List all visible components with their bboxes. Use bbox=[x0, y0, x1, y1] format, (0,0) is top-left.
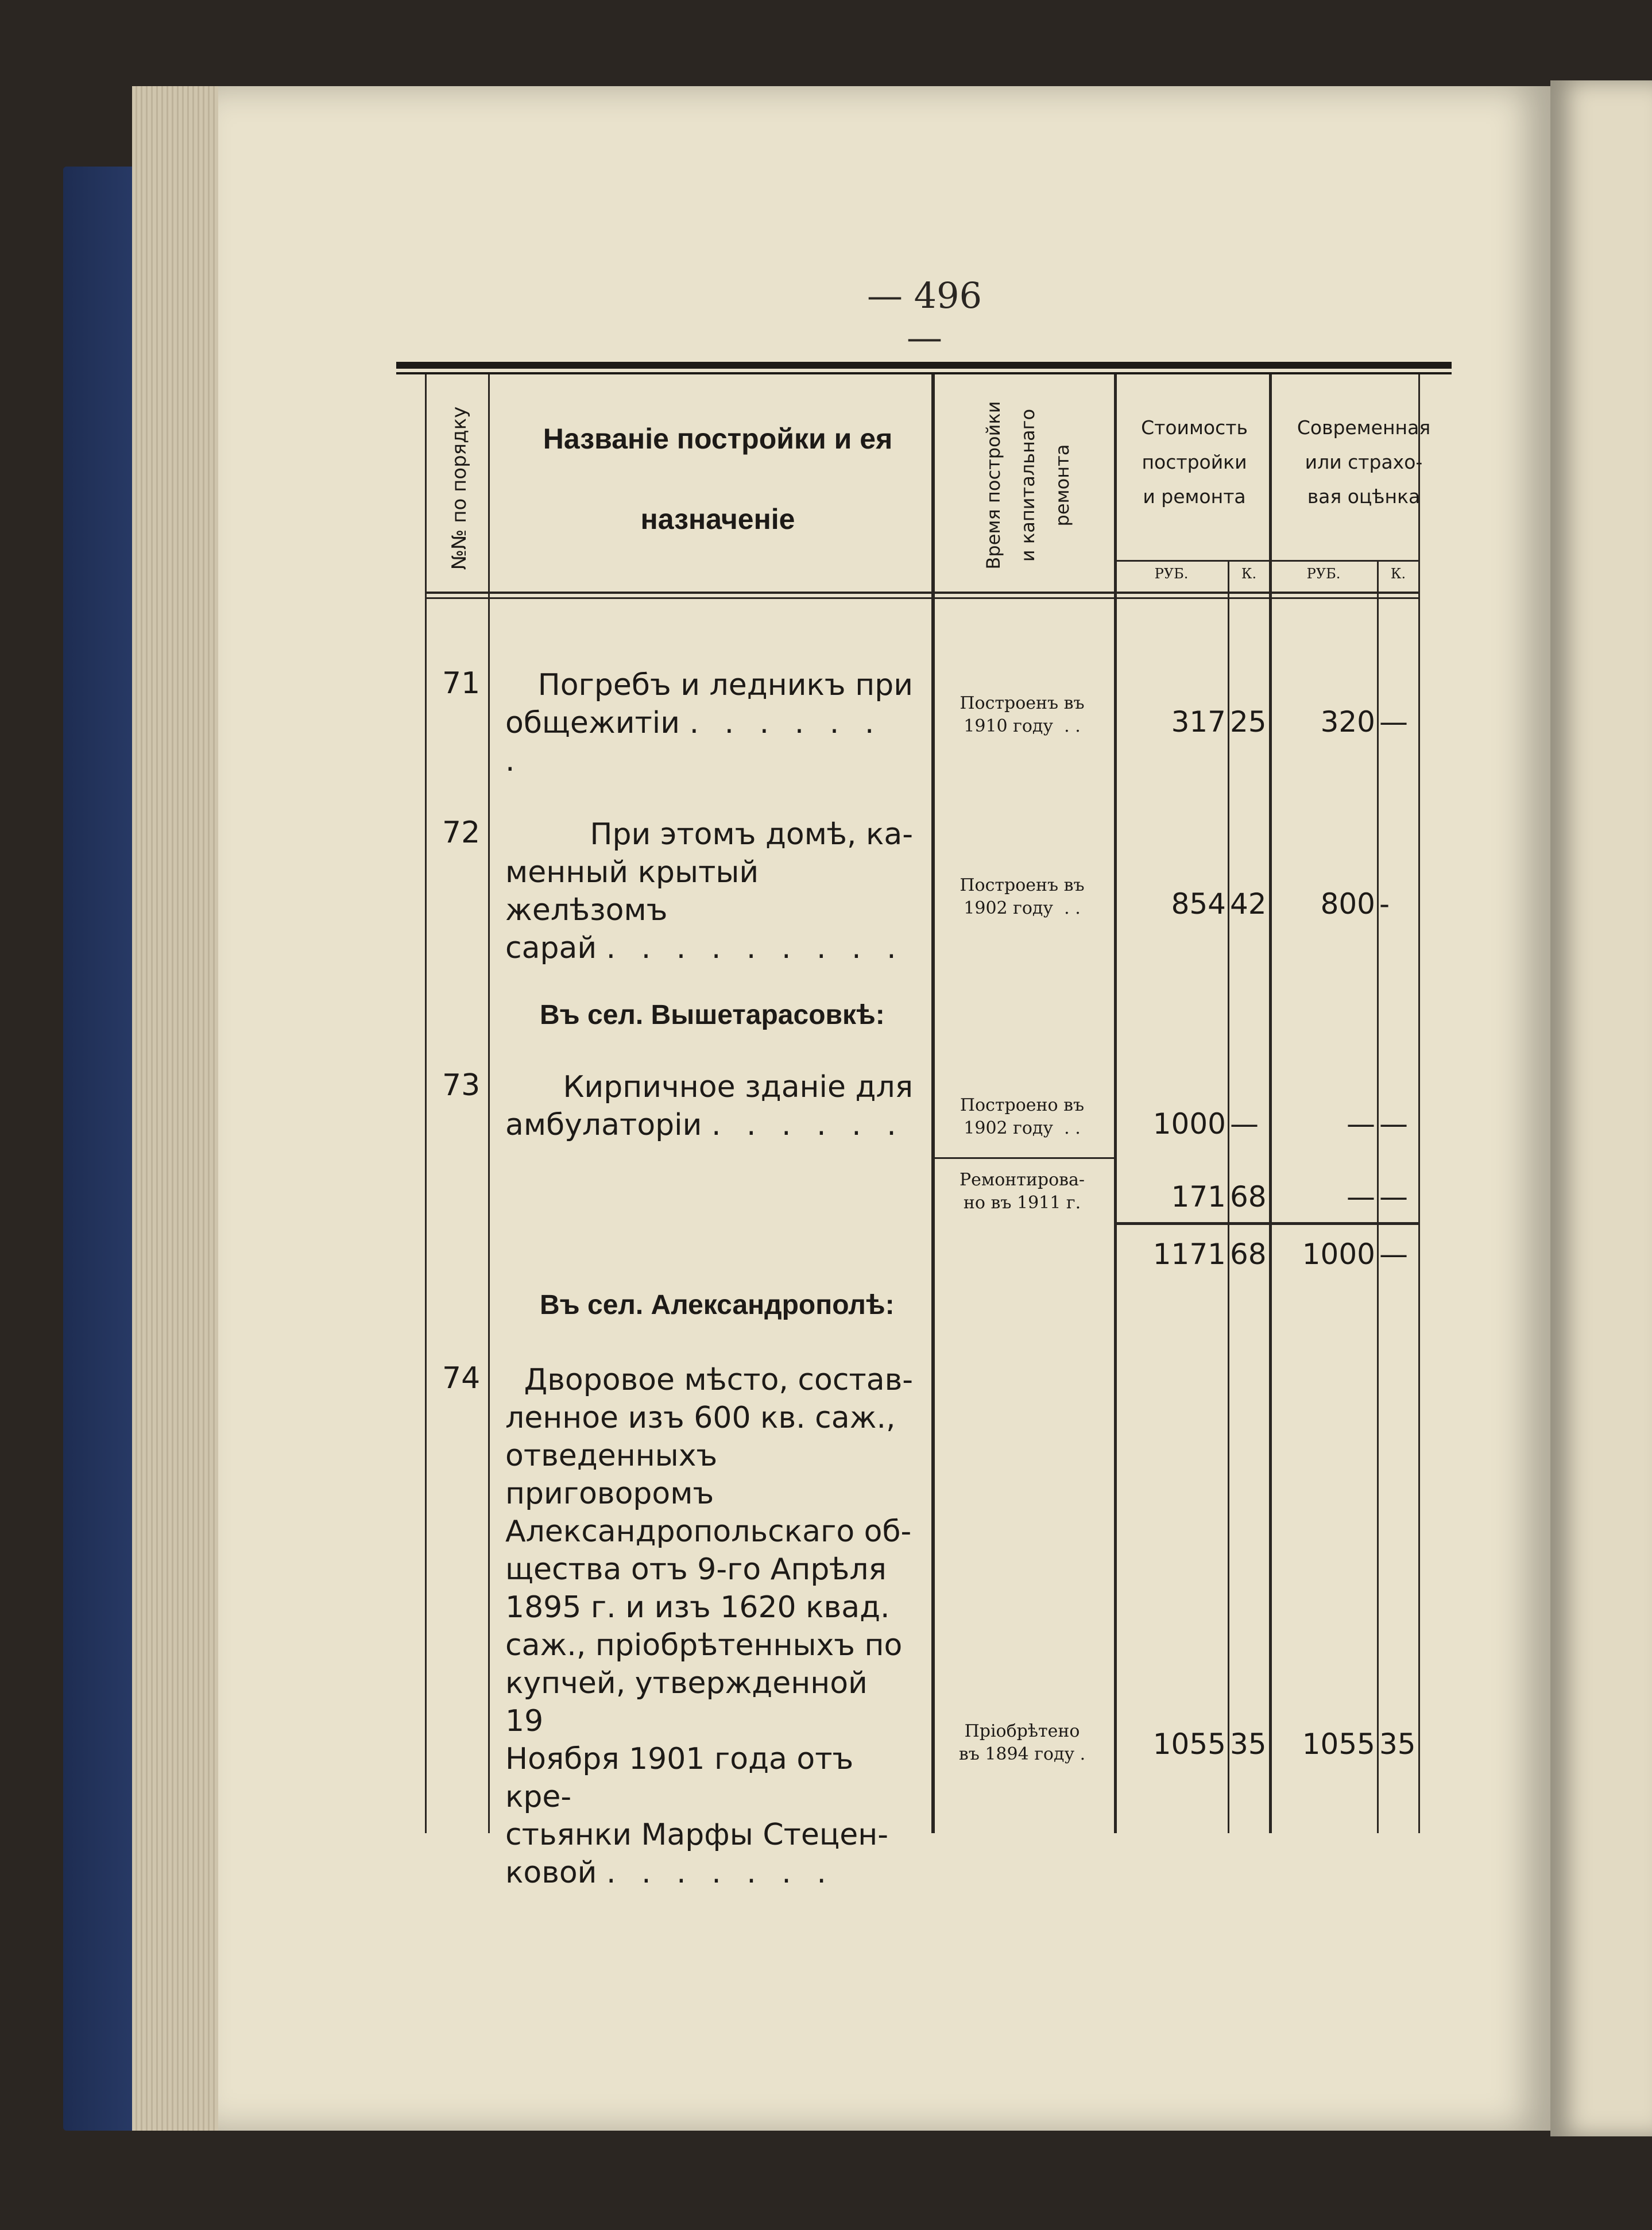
row-72-number: 72 bbox=[442, 816, 481, 850]
header-name-line-2: назначеніе bbox=[640, 503, 795, 535]
row-71-cost-kop: 25 bbox=[1230, 705, 1267, 739]
row-73-repair-ins-kop: — bbox=[1379, 1180, 1408, 1213]
row-73-description bbox=[505, 1068, 913, 1144]
row-71-dots: . . . . . . . bbox=[505, 706, 883, 778]
header-time-label: Время постройки и капитальнаго ремонта bbox=[982, 401, 1073, 570]
section-heading-vyshetarasovka: Въ сел. Вышетарасовкѣ: bbox=[540, 1000, 885, 1030]
row-71-description bbox=[505, 666, 913, 780]
row-74-line-5: щества отъ 9-го Апрѣля bbox=[505, 1552, 887, 1587]
row-74-line-11-text: ковой bbox=[505, 1856, 597, 1890]
row-73-total-ins-rub: 1000 bbox=[1302, 1238, 1375, 1271]
row-73-repair-kop: 68 bbox=[1230, 1180, 1267, 1213]
row-73-ins-rub: — bbox=[1347, 1107, 1375, 1141]
row-72-note: Построенъ въ 1902 году . . bbox=[960, 875, 1085, 918]
row-72-dots: . . . . . . . . . bbox=[606, 931, 904, 965]
row-74-dots: . . . . . . . bbox=[606, 1856, 834, 1890]
row-74-line-8: купчей, утвержденной 19 bbox=[505, 1666, 868, 1738]
top-rule bbox=[396, 362, 1452, 369]
row-74-description bbox=[505, 1361, 913, 1892]
header-bottom-rule bbox=[425, 597, 1419, 599]
row-72-line-1: При этомъ домѣ, ка- bbox=[590, 817, 913, 852]
page-number: — 496 — bbox=[866, 275, 982, 358]
row-73-total-rub: 1171 bbox=[1152, 1238, 1226, 1271]
row-73-number: 73 bbox=[442, 1068, 481, 1103]
row-73-line-1: Кирпичное зданіе для bbox=[563, 1070, 913, 1104]
row-71-note: Построенъ въ 1910 году . . bbox=[960, 693, 1085, 736]
row-74-line-3: отведенныхъ приговоромъ bbox=[505, 1439, 718, 1511]
row-73-total-ins-kop: — bbox=[1379, 1238, 1408, 1271]
row-74-line-10: стьянки Марфы Стецен- bbox=[505, 1818, 889, 1852]
row-72-ins-rub: 800 bbox=[1320, 887, 1375, 921]
row-72-cost-rub: 854 bbox=[1171, 887, 1226, 921]
row-73-line-2-text: амбулаторіи bbox=[505, 1108, 702, 1142]
header-kop-1: К. bbox=[1241, 566, 1257, 582]
row-74-line-6: 1895 г. и изъ 1620 квад. bbox=[505, 1590, 890, 1625]
header-time-column bbox=[942, 379, 1114, 592]
row-73-note-repaired: Ремонтирова- но въ 1911 г. bbox=[959, 1170, 1085, 1213]
row-74-cost-rub: 1055 bbox=[1152, 1727, 1226, 1761]
row-74-note: Пріобрѣтено въ 1894 году . bbox=[958, 1721, 1086, 1764]
column-divider bbox=[1377, 560, 1379, 1833]
header-number-label: №№ по порядку bbox=[448, 406, 471, 570]
row-74-ins-kop: 35 bbox=[1379, 1727, 1416, 1761]
row-73-dots: . . . . . . bbox=[711, 1108, 904, 1142]
header-rub-2: РУБ. bbox=[1306, 566, 1341, 582]
row-73-line-2 bbox=[505, 1106, 913, 1144]
row-71-ins-rub: 320 bbox=[1320, 705, 1375, 739]
row-74-line-7: саж., пріобрѣтенныхъ по bbox=[505, 1628, 903, 1663]
row-72-description bbox=[505, 816, 913, 967]
row-74-cost-kop: 35 bbox=[1230, 1727, 1267, 1761]
row-74-line-1: Дворовое мѣсто, состав- bbox=[524, 1363, 913, 1397]
row-74-line-2: ленное изъ 600 кв. саж., bbox=[505, 1401, 896, 1435]
row-72-line-3-text: сарай bbox=[505, 931, 597, 965]
header-kop-2: К. bbox=[1390, 566, 1406, 582]
row-71-number: 71 bbox=[442, 666, 481, 701]
row-74-line-11 bbox=[505, 1854, 913, 1892]
row-73-note-built: Построено въ 1902 году . . bbox=[960, 1095, 1085, 1138]
row-71-ins-kop: — bbox=[1379, 705, 1408, 739]
row-74-number: 74 bbox=[442, 1361, 481, 1396]
row-73-cost-kop: — bbox=[1230, 1107, 1259, 1141]
row-73-ins-kop: — bbox=[1379, 1107, 1408, 1141]
row-73-cost-rub: 1000 bbox=[1152, 1107, 1226, 1141]
header-name-line-1: Названіе постройки и ея bbox=[543, 423, 893, 455]
header-subrule bbox=[1117, 560, 1418, 562]
row-73-repair-ins-rub: — bbox=[1347, 1180, 1375, 1213]
row-74-ins-rub: 1055 bbox=[1302, 1727, 1375, 1761]
top-rule-thin bbox=[396, 372, 1452, 374]
row-71-line-2-text: общежитіи bbox=[505, 706, 680, 740]
header-rub-1: РУБ. bbox=[1154, 566, 1189, 582]
row-74-line-4: Александропольскаго об- bbox=[505, 1514, 912, 1549]
header-number-column bbox=[425, 402, 494, 574]
row-72-line-3 bbox=[505, 929, 913, 967]
row-71-cost-rub: 317 bbox=[1171, 705, 1226, 739]
row-71-line-2 bbox=[505, 704, 913, 780]
row-73-repair-rub: 171 bbox=[1171, 1180, 1226, 1213]
row-73-total-rule bbox=[1117, 1222, 1418, 1225]
row-72-cost-kop: 42 bbox=[1230, 887, 1267, 921]
row-73-total-kop: 68 bbox=[1230, 1238, 1267, 1271]
header-bottom-rule bbox=[425, 592, 1419, 594]
row-72-ins-kop: - bbox=[1379, 887, 1390, 921]
row-72-line-2: менный крытый желѣзомъ bbox=[505, 855, 759, 927]
header-cost-column: Стоимость постройки и ремонта bbox=[1141, 416, 1248, 508]
column-divider bbox=[1228, 560, 1229, 1833]
row-73-separator bbox=[935, 1157, 1114, 1159]
section-heading-aleksandropol: Въ сел. Александрополѣ: bbox=[540, 1290, 895, 1320]
row-74-line-9: Ноября 1901 года отъ кре- bbox=[505, 1742, 854, 1814]
row-71-line-1: Погребъ и ледникъ при bbox=[537, 668, 913, 702]
facing-page-edge bbox=[1550, 80, 1652, 2136]
header-insurance-column: Современная или страхо- вая оцѣнка bbox=[1297, 416, 1431, 508]
